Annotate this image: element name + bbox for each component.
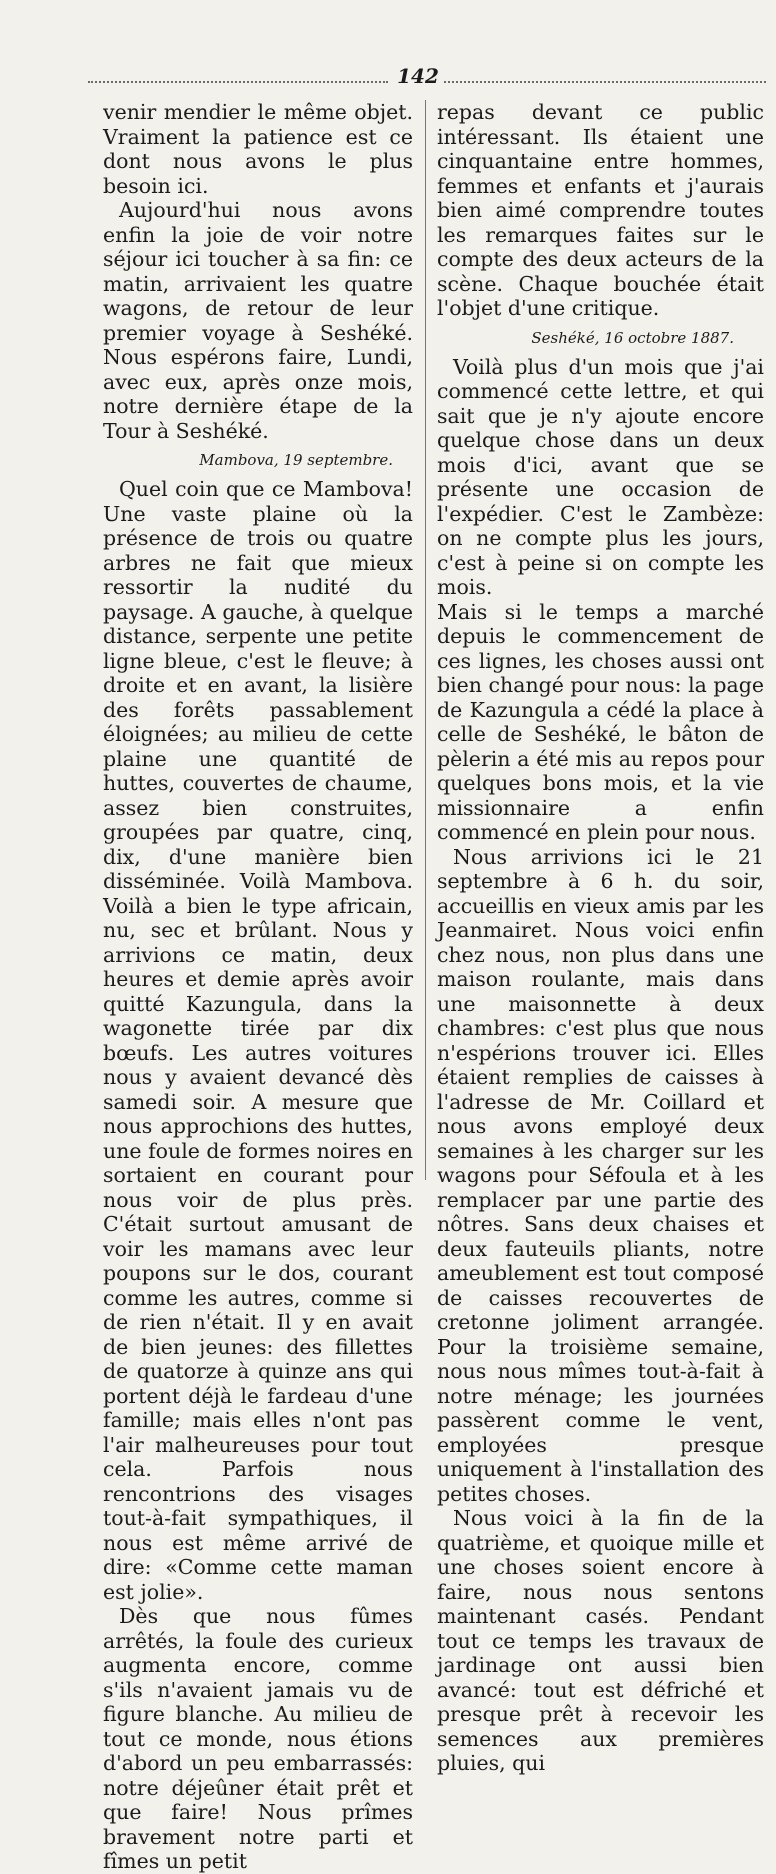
paragraph: venir mendier le même objet. Vraiment la patience est ce dont nous avons le plus besoin ici. xyxy=(103,100,413,198)
header-rule-left xyxy=(88,81,388,83)
dateline: Seshéké, 16 octobre 1887. xyxy=(531,328,734,347)
paragraph: Mais si le temps a marché depuis le commencement de ces lignes, les choses aussi ont bien changé pour nous: la page de Kazungula a cédé la place à celle de Seshéké, le bâton de pèlerin a été mis au repos pour quelques bons mois, et la vie missionnaire a enfin commencé en plein pour nous. xyxy=(437,599,764,844)
paragraph: Dès que nous fûmes arrêtés, la foule des curieux augmenta encore, comme s'ils n'avaient jamais vu de figure blanche. Au milieu de tout ce monde, nous étions d'abord un peu embarrassés: notre déjeûner était prêt et que faire! Nous prîmes bravement notre parti et fîmes un petit xyxy=(103,1604,413,1873)
page-number: 142 xyxy=(397,64,439,88)
page-header xyxy=(88,64,768,94)
paragraph: Quel coin que ce Mambova! Une vaste plaine où la présence de trois ou quatre arbres ne fait que mieux ressortir la nudité du paysage. A gauche, à quelque distance, serpente une petite ligne bleue, c'est le fleuve; à droite et en avant, la lisière des forêts passablement éloignées; au milieu de cette plaine une quantité de huttes, couvertes de chaume, assez bien construites, groupées par quatre, cinq, dix, d'une manière bien disséminée. Voilà Mambova. Voilà a bien le type africain, nu, sec et brûlant. Nous y arrivions ce matin, deux heures et demie après avoir quitté Kazungula, dans la wagonette tirée par dix bœufs. Les autres voitures nous y avaient devancé dès samedi soir. A mesure que nous approchions des huttes, une foule de formes noires en sortaient en courant pour nous voir de plus près. C'était surtout amusant de voir les mamans avec leur poupons sur le dos, courant comme les autres, comme si de rien n'était. Il y en avait de bien jeunes: des fillettes de quatorze à quinze ans qui portent déjà le fardeau d'une famille; mais elles n'ont pas l'air malheureuses pour tout cela. Parfois nous rencontrions des visages tout-à-fait sympathiques, il nous est même arrivé de dire: «Comme cette maman est jolie». xyxy=(103,477,413,1604)
dateline: Mambova, 19 septembre. xyxy=(199,451,393,469)
paragraph: Nous arrivions ici le 21 septembre à 6 h. du soir, accueillis en vieux amis par les Jeanmairet. Nous voici enfin chez nous, non plus dans une maison roulante, mais dans une maisonnette à deux chambres: c'est plus que nous n'espérions trouver ici. Elles étaient remplies de caisses à l'adresse de Mr. Coillard et nous avons employé deux semaines à les charger sur les wagons pour Séfoula et à les remplacer par une partie des nôtres. Sans deux chaises et deux fauteuils pliants, notre ameublement est tout composé de caisses recouvertes de cretonne joliment arrangée. Pour la troisième semaine, nous nous mîmes tout-à-fait à notre ménage; les journées passèrent comme le vent, employées presque uniquement à l'installation des petites choses. xyxy=(437,844,764,1506)
paragraph: Aujourd'hui nous avons enfin la joie de voir notre séjour ici toucher à sa fin: ce matin, arrivaient les quatre wagons, de retour de leur premier voyage à Seshéké. Nous espérons faire, Lundi, avec eux, après onze mois, notre dernière étape de la Tour à Seshéké. xyxy=(103,198,413,443)
left-column xyxy=(103,100,413,1874)
paragraph: repas devant ce public intéressant. Ils étaient une cinquantaine entre hommes, femmes et enfants et j'aurais bien aimé comprendre toutes les remarques faites sur le compte des deux acteurs de la scène. Chaque bouchée était l'objet d'une critique. xyxy=(437,100,764,320)
header-rule-right xyxy=(444,81,766,83)
right-column xyxy=(437,100,764,1776)
column-divider xyxy=(425,100,426,1180)
paragraph: Voilà plus d'un mois que j'ai commencé cette lettre, et qui sait que je n'y ajoute encore quelque chose dans un deux mois d'ici, avant que se présente une occasion de l'expédier. C'est le Zambèze: on ne compte plus les jours, c'est à peine si on compte les mois. xyxy=(437,354,764,599)
paragraph: Nous voici à la fin de la quatrième, et quoique mille et une choses soient encore à faire, nous nous sentons maintenant casés. Pendant tout ce temps les travaux de jardinage ont aussi bien avancé: tout est défriché et presque prêt à recevoir les semences aux premières pluies, qui xyxy=(437,1506,764,1775)
